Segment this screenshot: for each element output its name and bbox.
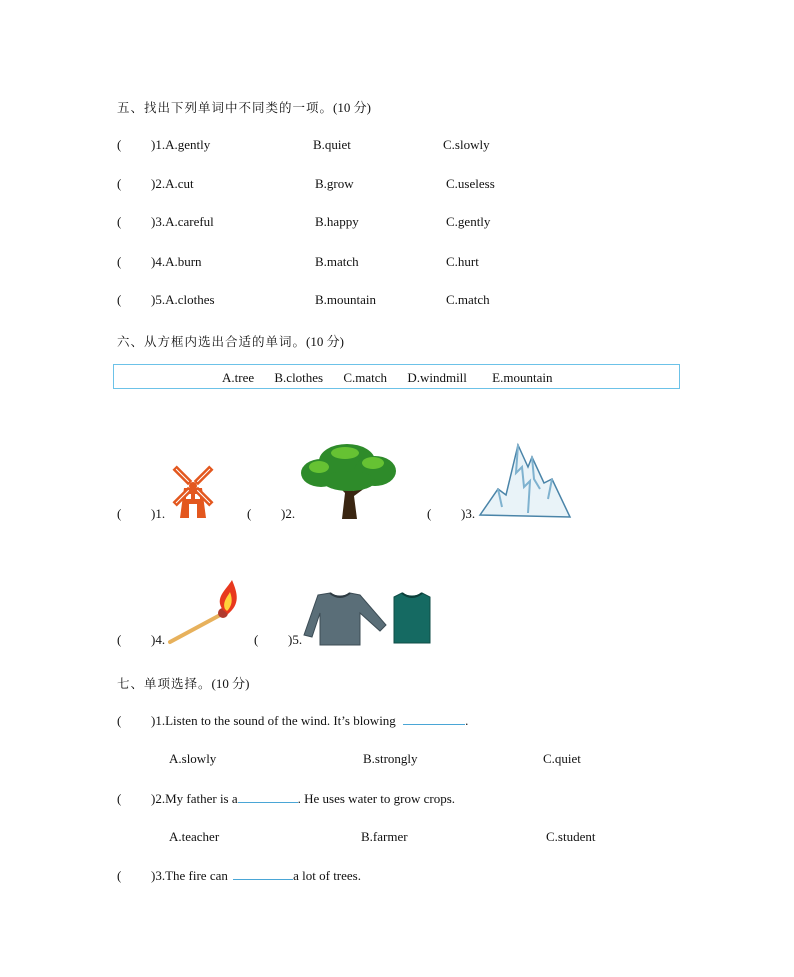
s7-q2-option-c[interactable]: C.student (546, 829, 596, 844)
s6-item-5 (254, 632, 302, 648)
option-a: )3.A.careful (151, 214, 214, 229)
section7-title: 七、单项选择。 (117, 676, 212, 691)
answer-paren[interactable]: ( (117, 506, 122, 521)
section5-heading (117, 97, 371, 116)
s5-row-4 (117, 254, 202, 270)
mountain-icon (478, 443, 572, 520)
s6-item-3 (427, 506, 475, 522)
match-icon (166, 578, 242, 646)
question-text: )3.The fire can (151, 868, 228, 883)
answer-blank[interactable] (233, 867, 293, 880)
s5-option-c: C.match (446, 292, 490, 307)
windmill-icon (166, 460, 220, 520)
section5-points: (10 分) (333, 100, 371, 115)
word-bank-item: B.clothes (274, 370, 324, 385)
s7-q1-option-b[interactable]: B.strongly (363, 751, 418, 766)
answer-paren[interactable]: ( (117, 292, 122, 307)
item-number: )3. (461, 506, 476, 521)
answer-paren[interactable]: ( (117, 791, 122, 806)
section6-points: (10 分) (306, 334, 344, 349)
tree-icon (299, 443, 397, 520)
word-bank-item: A.tree (222, 370, 255, 385)
question-text: )1.Listen to the sound of the wind. It’s blowing (151, 713, 396, 728)
answer-paren[interactable]: ( (427, 506, 432, 521)
section7-heading (117, 673, 249, 692)
answer-blank[interactable] (238, 790, 298, 803)
s5-option-c: C.gently (446, 214, 491, 229)
word-bank-item: C.match (343, 370, 388, 385)
s7-question-2 (117, 790, 455, 807)
word-bank (222, 370, 552, 386)
item-number: )1. (151, 506, 166, 521)
section7-points: (10 分) (211, 676, 250, 691)
s5-option-c: C.useless (446, 176, 495, 191)
s5-option-b: B.mountain (315, 292, 377, 307)
s6-item-1 (117, 506, 165, 522)
s7-q2-option-a[interactable]: A.teacher (169, 829, 220, 844)
s5-row-5 (117, 292, 215, 308)
s5-row-3 (117, 214, 214, 230)
item-number: )5. (288, 632, 303, 647)
answer-paren[interactable]: ( (117, 214, 122, 229)
s7-q1-option-a[interactable]: A.slowly (169, 751, 217, 766)
s5-row-2 (117, 176, 194, 192)
question-text-end: a lot of trees. (293, 868, 361, 883)
s5-option-c: C.hurt (446, 254, 479, 269)
option-a: )5.A.clothes (151, 292, 215, 307)
option-a: )1.A.gently (151, 137, 211, 152)
section6-heading (117, 331, 344, 350)
answer-paren[interactable]: ( (117, 632, 122, 647)
s7-q1-option-c[interactable]: C.quiet (543, 751, 581, 766)
s5-option-b: B.match (315, 254, 359, 269)
s6-item-2 (247, 506, 295, 522)
item-number: )2. (281, 506, 296, 521)
answer-paren[interactable]: ( (117, 176, 122, 191)
word-bank-box (113, 364, 680, 389)
answer-paren[interactable]: ( (254, 632, 259, 647)
answer-paren[interactable]: ( (247, 506, 252, 521)
question-text: )2.My father is a (151, 791, 238, 806)
s6-item-4 (117, 632, 165, 648)
s5-row-1 (117, 137, 210, 153)
s5-option-b: B.happy (315, 214, 359, 229)
question-text-end: . (465, 713, 469, 728)
answer-paren[interactable]: ( (117, 254, 122, 269)
s7-q2-option-b[interactable]: B.farmer (361, 829, 408, 844)
option-a: )2.A.cut (151, 176, 194, 191)
s5-option-b: B.grow (315, 176, 354, 191)
section6-title: 六、从方框内选出合适的单词。 (117, 334, 307, 349)
word-bank-item: D.windmill (407, 370, 467, 385)
answer-paren[interactable]: ( (117, 713, 122, 728)
s7-question-3 (117, 867, 361, 884)
item-number: )4. (151, 632, 166, 647)
s7-question-1 (117, 712, 468, 729)
s5-option-c: C.slowly (443, 137, 490, 152)
answer-blank[interactable] (403, 712, 465, 725)
clothes-icon (304, 591, 438, 647)
section5-title: 五、找出下列单词中不同类的一项。 (117, 100, 334, 115)
answer-paren[interactable]: ( (117, 868, 122, 883)
question-text-end: . He uses water to grow crops. (297, 791, 456, 806)
option-a: )4.A.burn (151, 254, 202, 269)
word-bank-item: E.mountain (492, 370, 553, 385)
answer-paren[interactable]: ( (117, 137, 122, 152)
s5-option-b: B.quiet (313, 137, 351, 152)
